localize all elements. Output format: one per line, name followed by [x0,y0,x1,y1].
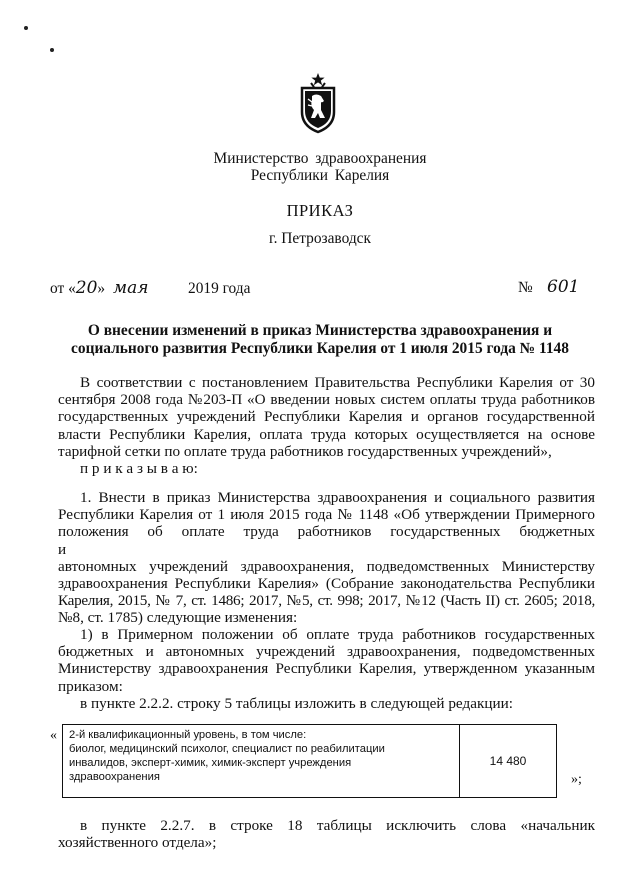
text-line: здравоохранения Республики Карелия» (Собрание законодательства Республики [58,575,595,593]
number-sign: № [518,279,533,296]
title-line-2: социального развития Республики Карелия от 1 июля 2015 года № 1148 [71,340,569,357]
date-year: 2019 года [188,280,251,297]
text-line: положения об оплате труда работников государственных бюджетных и [58,523,595,558]
date-quote: » [97,280,106,297]
title-line-1: О внесении изменений в приказ Министерства здравоохранения и [87,322,553,339]
date-prefix: от « [50,280,76,297]
date-day: 20 [75,278,98,298]
footer-paragraph [58,817,595,851]
text-line: 1) в Примерном положении об оплате труда работников государственных [80,626,595,643]
text-line: в пункте 2.2.7. в строке 18 таблицы исключить слова «начальник [80,817,595,834]
scan-mark [24,26,28,30]
text-line: Карелия, 2015, № 7, ст. 1486; 2017, №5, ст. 998; 2017, №12 (Часть II) ст. 2605; 2018, [58,592,595,610]
subitem-1-paragraph [58,626,595,712]
date-line [50,278,148,298]
text-line: Республики Карелия от 1 июля 2015 года № 1148 «Об утверждении Примерного [58,506,595,524]
text-line: тарифной сетки по оплате труда работников государственных учреждений», [58,442,552,460]
text-line: автономных учреждений здравоохранения, подведомственных Министерству [58,557,595,575]
cell-text-line: биолог, медицинский психолог, специалист по реабилитации [69,743,385,755]
city: г. Петрозаводск [269,230,371,247]
text-line: сентября 2008 года №203-П «О введении новых систем оплаты труда работников [58,391,595,409]
text-line: Министерству здравоохранения Республики Карелия, утвержденном указанным [58,660,595,678]
salary-table [62,724,557,798]
item-1-paragraph [58,489,595,627]
table-row [63,725,557,798]
text-line: п р и к а з ы в а ю: [80,460,198,478]
cell-text-line: 2-й квалификационный уровень, в том числе: [69,729,307,741]
document-type: ПРИКАЗ [286,201,354,220]
date-month: мая [112,278,149,298]
table-close-quote: »; [571,772,582,787]
text-line: власти Республики Карелия, оплата труда которых осуществляется на основе [58,425,595,443]
table-cell-description [63,725,460,798]
scan-mark [50,48,54,52]
text-line: хозяйственного отдела»; [58,834,217,852]
text-line: В соответствии с постановлением Правительства Республики Карелия от 30 [80,374,595,391]
cell-text-line: инвалидов, эксперт-химик, химик-эксперт учреждения [69,757,352,769]
ministry-line-2: Республики Карелия [250,167,390,184]
text-line: государственных учреждений Республики Карелия и органов государственной [58,408,595,426]
star-icon [311,73,324,85]
table-open-quote: « [50,728,57,743]
text-line: в пункте 2.2.2. строку 5 таблицы изложить в следующей редакции: [80,694,513,712]
ministry-line-1: Министерство здравоохранения [213,150,427,167]
text-line: 1. Внести в приказ Министерства здравоохранения и социального развития [80,489,595,506]
text-line: бюджетных и автономных учреждений здравоохранения, подведомственных [58,643,595,661]
order-number: 601 [547,277,580,297]
preamble-paragraph [58,374,595,477]
text-line: приказом: [58,677,123,695]
cell-text-line: здравоохранения [69,771,160,783]
table-cell-value: 14 480 [460,725,557,798]
coat-of-arms-emblem [298,72,338,134]
text-line: №8, ст. 1785) следующие изменения: [58,609,298,627]
